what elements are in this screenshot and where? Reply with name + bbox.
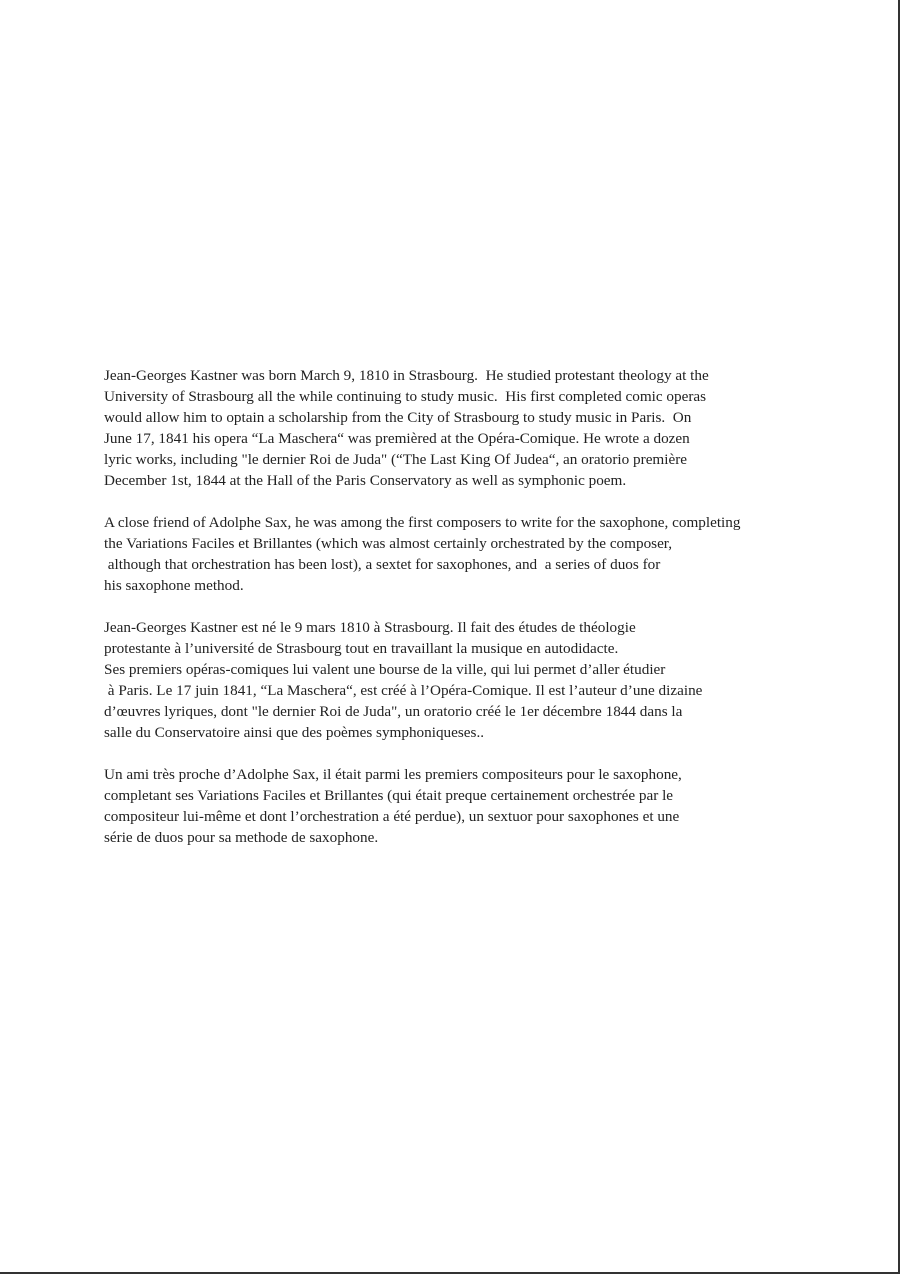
text-line: à Paris. Le 17 juin 1841, “La Maschera“, est créé à l’Opéra-Comique. Il est l’auteur d’une dizaine [104,682,703,699]
text-line: University of Strasbourg all the while continuing to study music. His first completed comic operas [104,388,707,405]
text-line: Un ami très proche d’Adolphe Sax, il était parmi les premiers compositeurs pour le saxophone, [104,766,682,783]
paragraph-french-saxophone [104,764,884,848]
text-line: the Variations Faciles et Brillantes (which was almost certainly orchestrated by the composer, [104,535,673,552]
paragraph-english-biography [104,365,884,491]
text-line: completant ses Variations Faciles et Brillantes (qui était preque certainement orchestrée par le [104,787,674,804]
text-line: would allow him to optain a scholarship from the City of Strasbourg to study music in Paris. On [104,409,692,426]
text-line: Jean-Georges Kastner est né le 9 mars 1810 à Strasbourg. Il fait des études de théologie [104,619,636,636]
text-line: Ses premiers opéras-comiques lui valent une bourse de la ville, qui lui permet d’aller étudier [104,661,666,678]
text-line: lyric works, including "le dernier Roi de Juda" (“The Last King Of Judea“, an oratorio première [104,451,688,468]
text-line: protestante à l’université de Strasbourg tout en travaillant la musique en autodidacte. [104,640,619,657]
text-line: compositeur lui-même et dont l’orchestration a été perdue), un sextuor pour saxophones et une [104,808,680,825]
paragraph-english-saxophone [104,512,884,596]
text-line: December 1st, 1844 at the Hall of the Paris Conservatory as well as symphonic poem. [104,472,627,489]
paragraph-french-biography [104,617,884,743]
text-line: Jean-Georges Kastner was born March 9, 1810 in Strasbourg. He studied protestant theology at the [104,367,709,384]
text-line: salle du Conservatoire ainsi que des poèmes symphoniqueses.. [104,724,485,741]
text-line: his saxophone method. [104,577,244,594]
text-line: June 17, 1841 his opera “La Maschera“ was premièred at the Opéra-Comique. He wrote a dozen [104,430,690,447]
text-line: série de duos pour sa methode de saxophone. [104,829,379,846]
document-body [104,365,884,869]
text-line: d’œuvres lyriques, dont "le dernier Roi de Juda", un oratorio créé le 1er décembre 1844 dans la [104,703,683,720]
text-line: A close friend of Adolphe Sax, he was among the first composers to write for the saxophone, completing [104,514,741,531]
text-line: although that orchestration has been lost), a sextet for saxophones, and a series of duos for [104,556,661,573]
